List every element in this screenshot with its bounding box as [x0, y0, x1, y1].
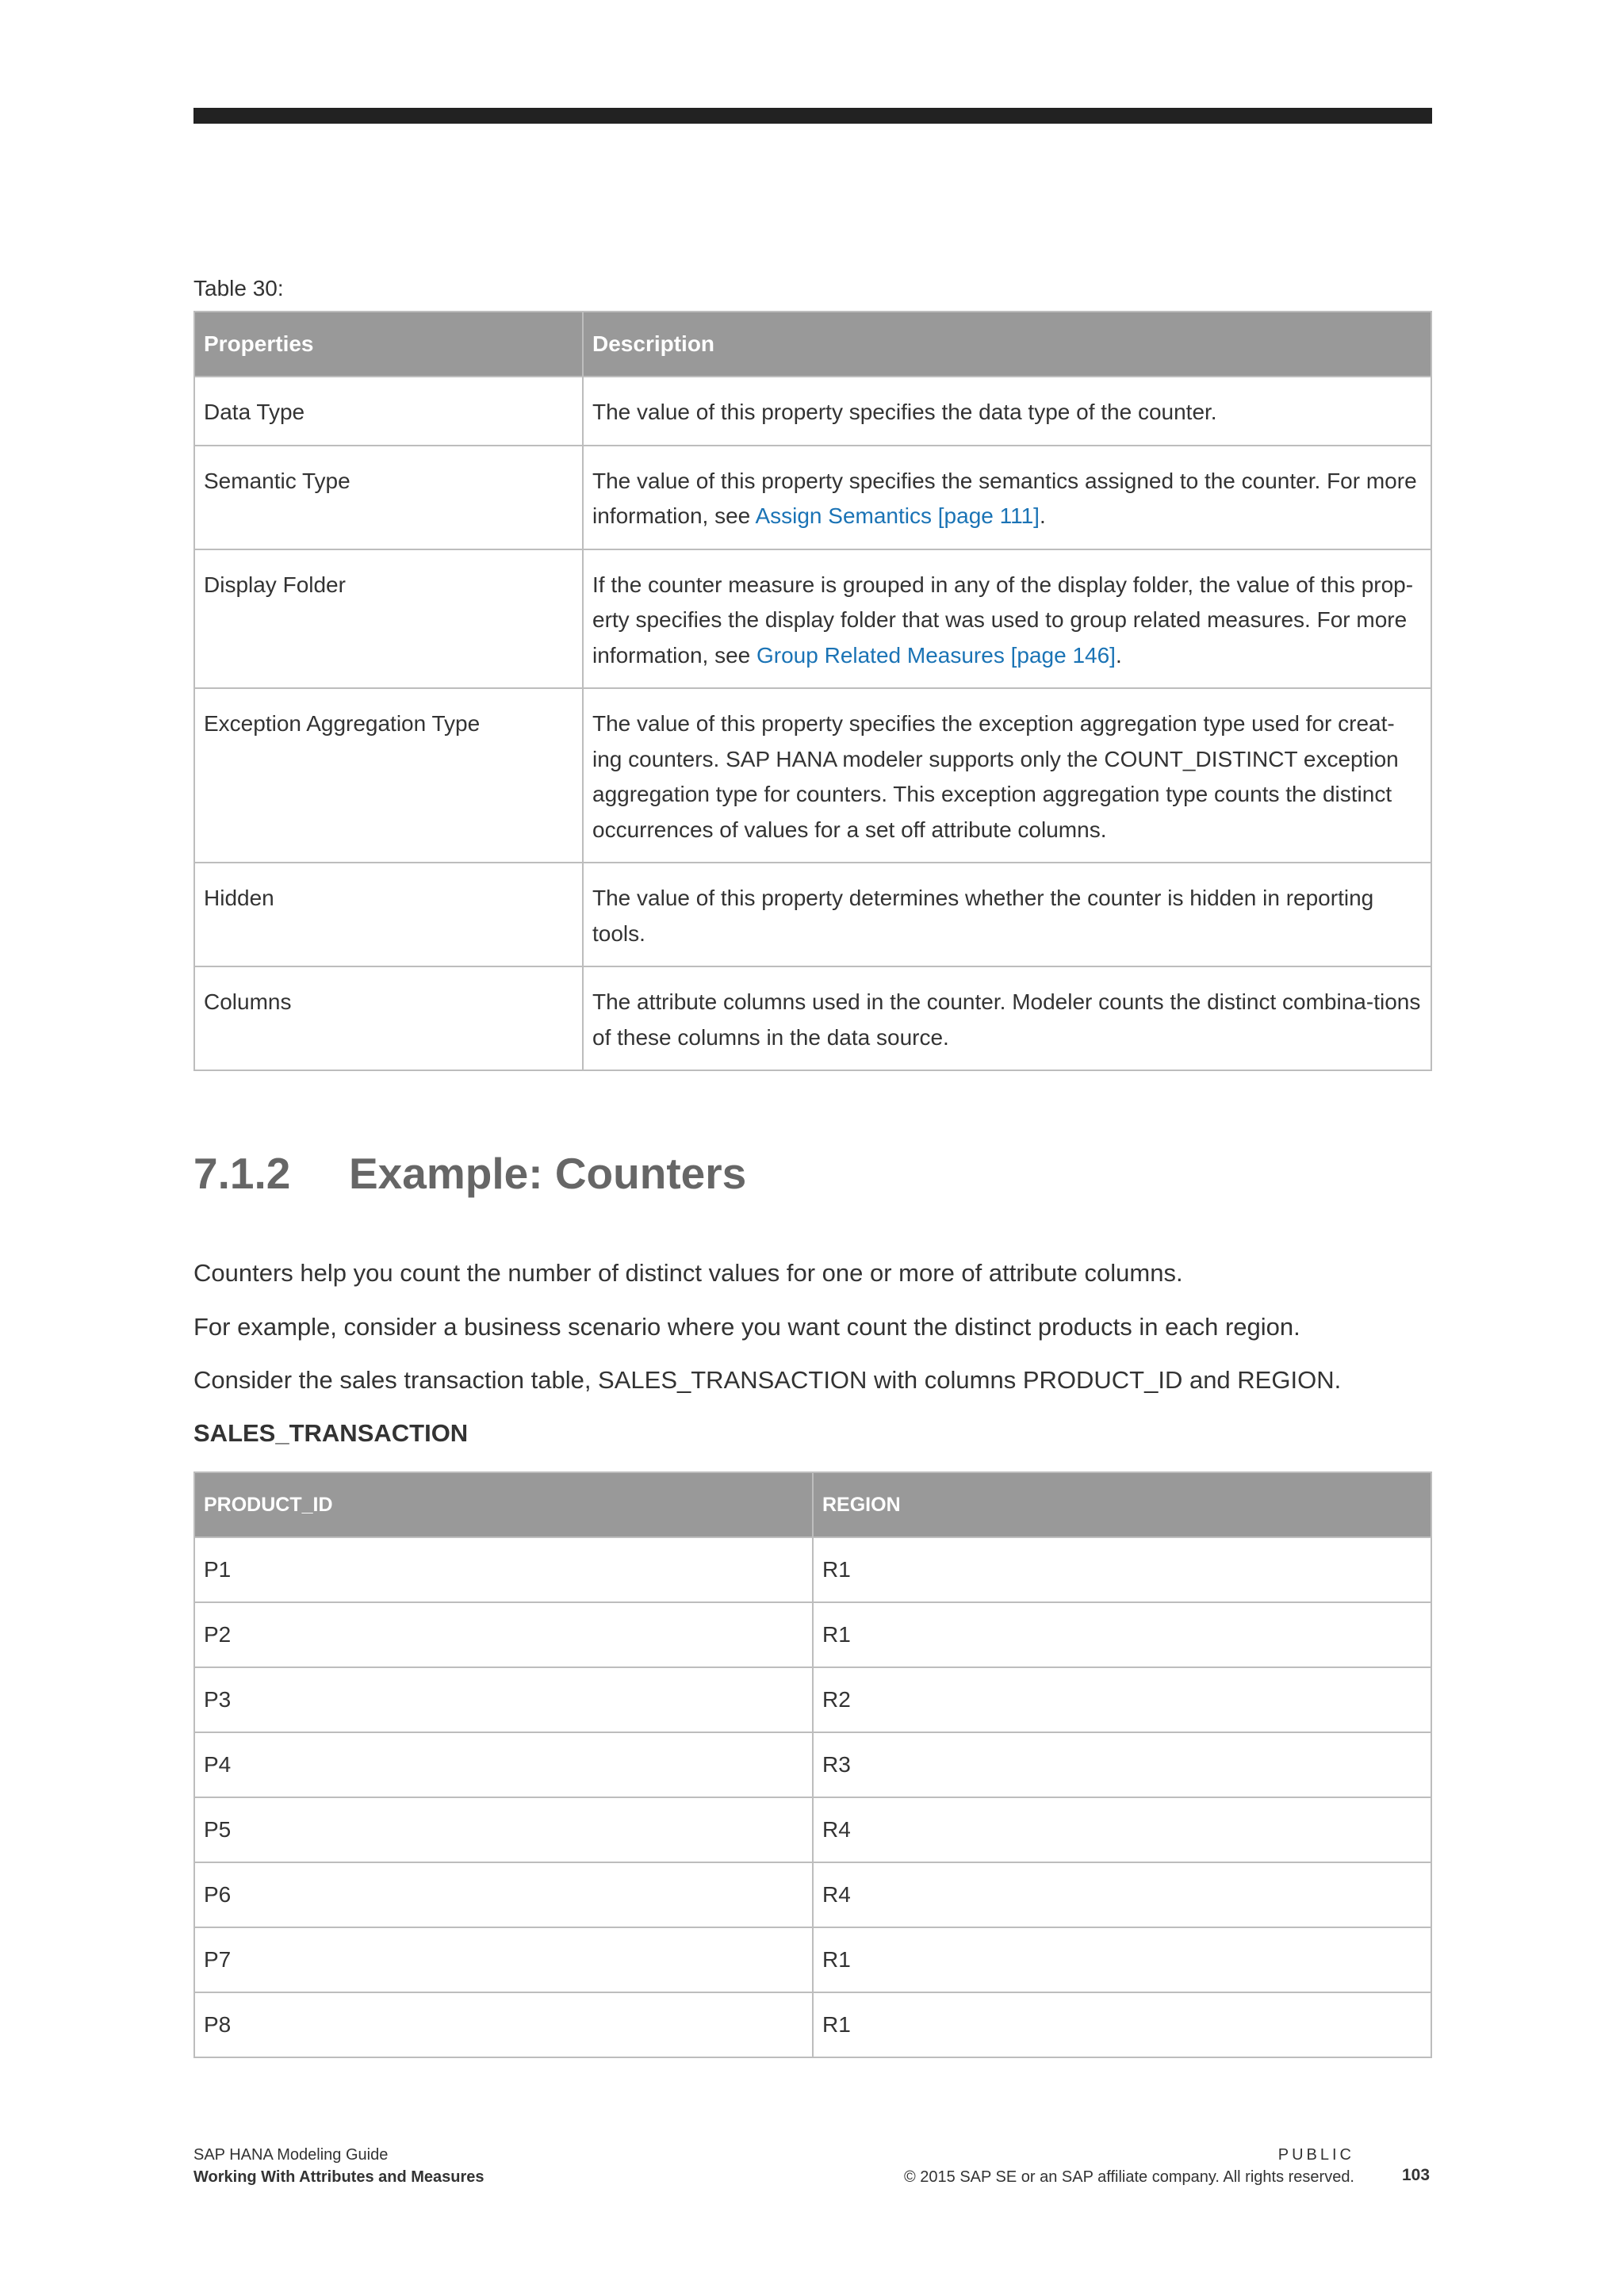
header-properties: Properties — [194, 312, 583, 377]
property-description — [583, 446, 1431, 549]
product-id-cell: P3 — [194, 1667, 813, 1732]
section-number: 7.1.2 — [193, 1149, 291, 1198]
footer-left — [193, 2144, 485, 2188]
property-description — [583, 966, 1431, 1070]
description-text: The attribute columns used in the counter. Modeler counts the distinct combina-tions of these columns in the data source. — [592, 989, 1421, 1050]
property-name: Columns — [194, 966, 583, 1070]
property-name: Exception Aggregation Type — [194, 688, 583, 863]
description-text: If the counter measure is grouped in any of the display folder, the value of this prop-erty specifies the display folder that was used to group related measures. For more information, see — [592, 572, 1414, 668]
footer-guide-title: SAP HANA Modeling Guide — [193, 2146, 389, 2164]
description-end: . — [1115, 642, 1122, 668]
description-text: The value of this property determines whether the counter is hidden in reporting tools. — [592, 886, 1374, 946]
top-rule — [193, 108, 1432, 124]
property-description — [583, 549, 1431, 689]
region-cell: R1 — [813, 1537, 1431, 1602]
sales-transaction-table — [193, 1471, 1432, 2058]
section-heading — [193, 1148, 746, 1199]
property-name: Semantic Type — [194, 446, 583, 549]
description-end: . — [1039, 503, 1046, 528]
paragraph: For example, consider a business scenario where you want count the distinct products in each region. — [193, 1313, 1300, 1341]
table-row — [194, 1927, 1431, 1992]
product-id-cell: P6 — [194, 1862, 813, 1927]
product-id-cell: P8 — [194, 1992, 813, 2057]
paragraph: Counters help you count the number of distinct values for one or more of attribute columns. — [193, 1259, 1183, 1287]
property-name: Hidden — [194, 863, 583, 966]
description-text: The value of this property specifies the data type of the counter. — [592, 400, 1217, 424]
table-row — [194, 1732, 1431, 1797]
footer-classification: PUBLIC — [1277, 2146, 1354, 2164]
product-id-cell: P1 — [194, 1537, 813, 1602]
property-name: Display Folder — [194, 549, 583, 689]
table-row — [194, 1862, 1431, 1927]
description-text: The value of this property specifies the exception aggregation type used for creat-ing counters. SAP HANA modeler supports only the COUNT_DISTINCT exception aggregation type for counters. This exception aggregation type counts the distinct occurrences of values for a set off attribute columns. — [592, 711, 1399, 842]
region-cell: R3 — [813, 1732, 1431, 1797]
footer-right — [904, 2144, 1354, 2188]
region-cell: R1 — [813, 1992, 1431, 2057]
region-cell: R1 — [813, 1927, 1431, 1992]
property-description — [583, 688, 1431, 863]
table-row — [194, 1602, 1431, 1667]
header-product-id: PRODUCT_ID — [194, 1472, 813, 1537]
table-caption: Table 30: — [193, 276, 284, 300]
region-cell: R2 — [813, 1667, 1431, 1732]
product-id-cell: P7 — [194, 1927, 813, 1992]
paragraph: Consider the sales transaction table, SALES_TRANSACTION with columns PRODUCT_ID and REGION. — [193, 1366, 1342, 1394]
property-description — [583, 863, 1431, 966]
header-region: REGION — [813, 1472, 1431, 1537]
assign-semantics-link[interactable]: Assign Semantics [page 111] — [755, 503, 1040, 528]
section-title: Example: Counters — [349, 1149, 747, 1198]
table-row — [194, 1667, 1431, 1732]
table-row — [194, 688, 1431, 863]
header-description: Description — [583, 312, 1431, 377]
table-header-row — [194, 312, 1431, 377]
table-row — [194, 966, 1431, 1070]
footer-chapter-title: Working With Attributes and Measures — [193, 2168, 485, 2186]
product-id-cell: P2 — [194, 1602, 813, 1667]
table-row — [194, 446, 1431, 549]
region-cell: R1 — [813, 1602, 1431, 1667]
product-id-cell: P4 — [194, 1732, 813, 1797]
product-id-cell: P5 — [194, 1797, 813, 1862]
table-row — [194, 1537, 1431, 1602]
table-row — [194, 1797, 1431, 1862]
table-header-row — [194, 1472, 1431, 1537]
description-text: The value of this property specifies the semantics assigned to the counter. For more information, see — [592, 468, 1417, 528]
region-cell: R4 — [813, 1862, 1431, 1927]
property-description — [583, 377, 1431, 446]
page-number: 103 — [1402, 2166, 1431, 2184]
table-row — [194, 863, 1431, 966]
properties-table — [193, 311, 1432, 1071]
table-row — [194, 1992, 1431, 2057]
property-name: Data Type — [194, 377, 583, 446]
table-row — [194, 377, 1431, 446]
table-title: SALES_TRANSACTION — [193, 1419, 469, 1447]
footer-copyright: © 2015 SAP SE or an SAP affiliate company. All rights reserved. — [903, 2168, 1354, 2186]
table-row — [194, 549, 1431, 689]
group-related-measures-link[interactable]: Group Related Measures [page 146] — [756, 642, 1116, 668]
region-cell: R4 — [813, 1797, 1431, 1862]
